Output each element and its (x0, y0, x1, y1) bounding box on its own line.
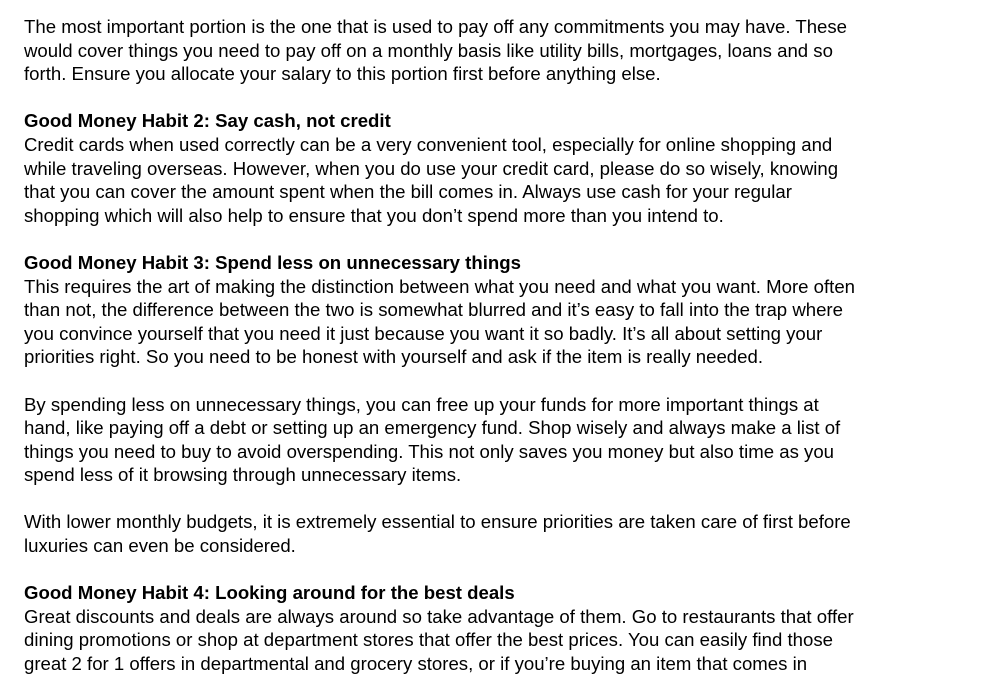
text-line: Great discounts and deals are always around so take advantage of them. Go to restaurants that offer (24, 605, 854, 627)
paragraph-spending-less (24, 393, 984, 487)
text-line: The most important portion is the one that is used to pay off any commitments you may have. These (24, 16, 848, 37)
text-line: shopping which will also help to ensure that you don’t spend more than you intend to. (24, 204, 724, 226)
text-line: spend less of it browsing through unnecessary items. (24, 464, 462, 486)
section-habit-2 (24, 109, 984, 227)
text-line: forth. Ensure you allocate your salary to this portion first before anything else. (24, 63, 661, 85)
text-line: while traveling overseas. However, when you do use your credit card, please do so wisely, knowing (24, 157, 839, 179)
paragraph-budgets (24, 510, 984, 557)
text-line: things you need to buy to avoid overspending. This not only saves you money but also time as you (24, 440, 835, 462)
text-line: luxuries can even be considered. (24, 535, 296, 557)
heading-habit-3: Good Money Habit 3: Spend less on unnecessary things (24, 251, 521, 273)
heading-habit-2: Good Money Habit 2: Say cash, not credit (24, 110, 391, 132)
heading-habit-4: Good Money Habit 4: Looking around for the best deals (24, 582, 515, 604)
text-line: hand, like paying off a debt or setting up an emergency fund. Shop wisely and always make a list of (24, 417, 841, 439)
text-line: By spending less on unnecessary things, you can free up your funds for more important things at (24, 393, 819, 415)
text-line: This requires the art of making the distinction between what you need and what you want. More often (24, 275, 855, 297)
text-line: would cover things you need to pay off on a monthly basis like utility bills, mortgages, loans and so (24, 39, 833, 61)
section-habit-4 (24, 581, 984, 675)
text-line: that you can cover the amount spent when the bill comes in. Always use cash for your regular (24, 181, 792, 203)
text-line: than not, the difference between the two is somewhat blurred and it’s easy to fall into the trap where (24, 299, 843, 321)
paragraph-commitments (24, 15, 984, 86)
text-line: you convince yourself that you need it just because you want it so badly. It’s all about setting your (24, 322, 823, 344)
document-page (24, 15, 984, 699)
text-line: priorities right. So you need to be honest with yourself and ask if the item is really needed. (24, 346, 763, 368)
text-line: Credit cards when used correctly can be a very convenient tool, especially for online shopping and (24, 133, 833, 155)
text-line: With lower monthly budgets, it is extremely essential to ensure priorities are taken care of first before (24, 511, 851, 533)
text-line: great 2 for 1 offers in departmental and grocery stores, or if you’re buying an item that comes in (24, 653, 808, 675)
text-line: dining promotions or shop at department stores that offer the best prices. You can easily find those (24, 629, 833, 651)
section-habit-3 (24, 251, 984, 369)
